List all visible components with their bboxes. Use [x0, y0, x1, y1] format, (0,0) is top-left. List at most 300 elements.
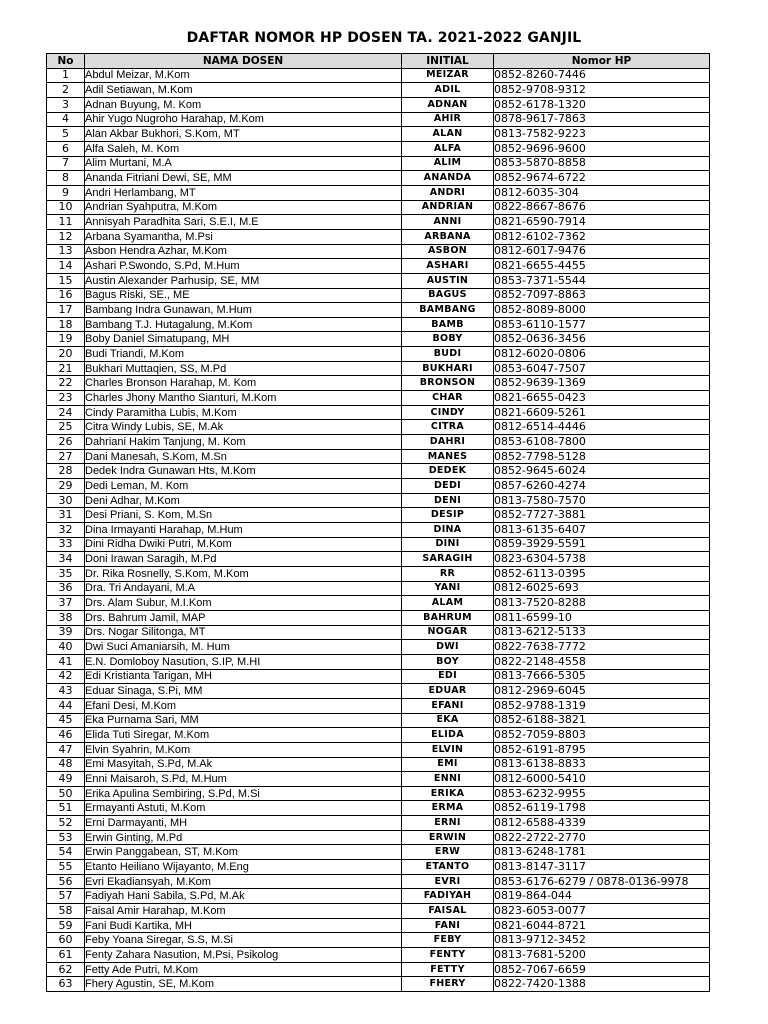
table-row	[47, 229, 710, 244]
lecturer-initial: EKA	[402, 713, 494, 728]
lecturer-initial: BAMB	[402, 317, 494, 332]
table-row	[47, 127, 710, 142]
table-row	[47, 420, 710, 435]
phone-number: 0822-2148-4558	[494, 654, 710, 669]
row-number: 8	[47, 171, 85, 186]
row-number: 24	[47, 405, 85, 420]
row-number: 43	[47, 684, 85, 699]
row-number: 55	[47, 860, 85, 875]
table-row	[47, 435, 710, 450]
row-number: 39	[47, 625, 85, 640]
header-initial: INITIAL	[402, 54, 494, 69]
lecturer-initial: YANI	[402, 581, 494, 596]
row-number: 13	[47, 244, 85, 259]
lecturer-initial: DEDI	[402, 479, 494, 494]
header-no: No	[47, 54, 85, 69]
phone-number: 0813-6212-5133	[494, 625, 710, 640]
phone-number: 0852-8089-8000	[494, 303, 710, 318]
phone-number: 0822-7420-1388	[494, 977, 710, 992]
table-row	[47, 669, 710, 684]
lecturer-name: Deni Adhar, M.Kom	[85, 493, 402, 508]
lecturer-initial: ANANDA	[402, 171, 494, 186]
lecturer-initial: ANDRI	[402, 185, 494, 200]
table-row	[47, 698, 710, 713]
phone-number: 0852-6188-3821	[494, 713, 710, 728]
phone-number: 0852-7059-8803	[494, 728, 710, 743]
table-row	[47, 347, 710, 362]
row-number: 27	[47, 449, 85, 464]
row-number: 28	[47, 464, 85, 479]
lecturer-initial: ADIL	[402, 83, 494, 98]
row-number: 58	[47, 904, 85, 919]
phone-number: 0813-7580-7570	[494, 493, 710, 508]
lecturer-initial: ERWIN	[402, 830, 494, 845]
row-number: 9	[47, 185, 85, 200]
lecturer-initial: ENNI	[402, 772, 494, 787]
row-number: 51	[47, 801, 85, 816]
lecturer-name: Adnan Buyung, M. Kom	[85, 97, 402, 112]
table-row	[47, 772, 710, 787]
table-row	[47, 317, 710, 332]
table-row	[47, 816, 710, 831]
table-row	[47, 801, 710, 816]
table-row	[47, 904, 710, 919]
row-number: 41	[47, 654, 85, 669]
lecturer-name: Annisyah Paradhita Sari, S.E.I, M.E	[85, 215, 402, 230]
phone-number: 0819-864-044	[494, 889, 710, 904]
lecturer-initial: ERMA	[402, 801, 494, 816]
table-row	[47, 860, 710, 875]
table-row	[47, 288, 710, 303]
lecturer-name: Enni Maisaroh, S.Pd, M.Hum	[85, 772, 402, 787]
row-number: 17	[47, 303, 85, 318]
lecturer-initial: ANDRIAN	[402, 200, 494, 215]
lecturer-initial: ANNI	[402, 215, 494, 230]
table-row	[47, 742, 710, 757]
phone-number: 0813-6248-1781	[494, 845, 710, 860]
row-number: 46	[47, 728, 85, 743]
phone-number: 0812-6102-7362	[494, 229, 710, 244]
lecturer-name: Adil Setiawan, M.Kom	[85, 83, 402, 98]
lecturer-name: Alan Akbar Bukhori, S.Kom, MT	[85, 127, 402, 142]
row-number: 48	[47, 757, 85, 772]
phone-number: 0852-8260-7446	[494, 68, 710, 83]
row-number: 11	[47, 215, 85, 230]
lecturer-name: Eduar Sinaga, S.Pi, MM	[85, 684, 402, 699]
document-title: DAFTAR NOMOR HP DOSEN TA. 2021-2022 GANJIL	[186, 30, 582, 46]
row-number: 63	[47, 977, 85, 992]
lecturer-initial: MEIZAR	[402, 68, 494, 83]
lecturer-name: Dra. Tri Andayani, M.A	[85, 581, 402, 596]
table-row	[47, 259, 710, 274]
table-row	[47, 830, 710, 845]
lecturer-initial: BAGUS	[402, 288, 494, 303]
table-row	[47, 713, 710, 728]
lecturer-initial: ALAN	[402, 127, 494, 142]
lecturer-name: E.N. Domloboy Nasution, S.IP, M.HI	[85, 654, 402, 669]
lecturer-initial: ERNI	[402, 816, 494, 831]
lecturer-name: Charles Bronson Harahap, M. Kom	[85, 376, 402, 391]
phone-number: 0821-6590-7914	[494, 215, 710, 230]
table-row	[47, 83, 710, 98]
lecturer-name: Emi Masyitah, S.Pd, M.Ak	[85, 757, 402, 772]
lecturer-initial: ETANTO	[402, 860, 494, 875]
lecturer-initial: ALIM	[402, 156, 494, 171]
row-number: 21	[47, 361, 85, 376]
row-number: 25	[47, 420, 85, 435]
table-row	[47, 566, 710, 581]
lecturer-initial: DINA	[402, 523, 494, 538]
row-number: 6	[47, 141, 85, 156]
lecturer-name: Alfa Saleh, M. Kom	[85, 141, 402, 156]
lecturer-name: Ananda Fitriani Dewi, SE, MM	[85, 171, 402, 186]
table-row	[47, 596, 710, 611]
phone-number: 0813-7582-9223	[494, 127, 710, 142]
table-row	[47, 376, 710, 391]
lecturer-name: Citra Windy Lubis, SE, M.Ak	[85, 420, 402, 435]
row-number: 54	[47, 845, 85, 860]
lecturer-name: Etanto Heiliano Wijayanto, M.Eng	[85, 860, 402, 875]
row-number: 31	[47, 508, 85, 523]
lecturer-name: Alim Murtani, M.A	[85, 156, 402, 171]
table-header-row	[47, 54, 710, 69]
phone-number: 0852-6119-1798	[494, 801, 710, 816]
phone-number: 0823-6304-5738	[494, 552, 710, 567]
table-row	[47, 156, 710, 171]
lecturer-name: Erika Apulina Sembiring, S.Pd, M.Si	[85, 786, 402, 801]
table-row	[47, 933, 710, 948]
lecturer-name: Arbana Syamantha, M.Psi	[85, 229, 402, 244]
row-number: 34	[47, 552, 85, 567]
lecturer-name: Drs. Alam Subur, M.I.Kom	[85, 596, 402, 611]
lecturer-name: Budi Triandi, M.Kom	[85, 347, 402, 362]
phone-number: 0852-9645-6024	[494, 464, 710, 479]
table-row	[47, 962, 710, 977]
lecturer-name: Cindy Paramitha Lubis, M.Kom	[85, 405, 402, 420]
phone-number: 0852-6178-1320	[494, 97, 710, 112]
table-row	[47, 68, 710, 83]
lecturer-name: Dahriani Hakim Tanjung, M. Kom	[85, 435, 402, 450]
phone-number: 0812-6020-0806	[494, 347, 710, 362]
row-number: 18	[47, 317, 85, 332]
table-row	[47, 332, 710, 347]
table-row	[47, 757, 710, 772]
lecturer-name: Andrian Syahputra, M.Kom	[85, 200, 402, 215]
row-number: 36	[47, 581, 85, 596]
row-number: 19	[47, 332, 85, 347]
lecturer-name: Dedi Leman, M. Kom	[85, 479, 402, 494]
lecturer-initial: DENI	[402, 493, 494, 508]
lecturer-name: Erwin Ginting, M.Pd	[85, 830, 402, 845]
table-row	[47, 845, 710, 860]
table-row	[47, 273, 710, 288]
table-row	[47, 361, 710, 376]
lecturer-initial: FANI	[402, 918, 494, 933]
phone-number: 0812-2969-6045	[494, 684, 710, 699]
lecturer-initial: ASHARI	[402, 259, 494, 274]
table-row	[47, 552, 710, 567]
lecturer-initial: RR	[402, 566, 494, 581]
phone-number: 0853-6047-7507	[494, 361, 710, 376]
header-phone: Nomor HP	[494, 54, 710, 69]
lecturer-initial: BRONSON	[402, 376, 494, 391]
lecturer-initial: BAMBANG	[402, 303, 494, 318]
lecturer-name: Feby Yoana Siregar, S.S, M.Si	[85, 933, 402, 948]
row-number: 23	[47, 391, 85, 406]
lecturer-initial: FENTY	[402, 948, 494, 963]
row-number: 47	[47, 742, 85, 757]
lecturer-initial: FAISAL	[402, 904, 494, 919]
lecturer-initial: ALFA	[402, 141, 494, 156]
phone-number: 0852-9639-1369	[494, 376, 710, 391]
phone-number: 0812-6035-304	[494, 185, 710, 200]
phone-number: 0852-7097-8863	[494, 288, 710, 303]
lecturer-name: Edi Kristianta Tarigan, MH	[85, 669, 402, 684]
row-number: 59	[47, 918, 85, 933]
lecturer-initial: CINDY	[402, 405, 494, 420]
lecturer-name: Drs. Nogar Silitonga, MT	[85, 625, 402, 640]
lecturer-initial: ERW	[402, 845, 494, 860]
phone-number: 0812-6000-5410	[494, 772, 710, 787]
phone-number: 0821-6609-5261	[494, 405, 710, 420]
table-row	[47, 523, 710, 538]
lecturer-initial: ERIKA	[402, 786, 494, 801]
lecturer-name: Fhery Agustin, SE, M.Kom	[85, 977, 402, 992]
phone-number: 0852-9696-9600	[494, 141, 710, 156]
phone-number: 0821-6655-0423	[494, 391, 710, 406]
phone-number: 0852-7067-6659	[494, 962, 710, 977]
row-number: 38	[47, 610, 85, 625]
row-number: 62	[47, 962, 85, 977]
lecturer-name: Dr. Rika Rosnelly, S.Kom, M.Kom	[85, 566, 402, 581]
lecturer-initial: DESIP	[402, 508, 494, 523]
table-row	[47, 889, 710, 904]
phone-number: 0822-7638-7772	[494, 640, 710, 655]
phone-number: 0822-8667-8676	[494, 200, 710, 215]
phone-number: 0813-9712-3452	[494, 933, 710, 948]
table-row	[47, 610, 710, 625]
table-row	[47, 97, 710, 112]
lecturer-initial: EDI	[402, 669, 494, 684]
header-name: NAMA DOSEN	[85, 54, 402, 69]
lecturer-name: Andri Herlambang, MT	[85, 185, 402, 200]
lecturer-initial: ADNAN	[402, 97, 494, 112]
phone-number: 0812-6017-9476	[494, 244, 710, 259]
lecturer-initial: EDUAR	[402, 684, 494, 699]
lecturer-initial: EFANI	[402, 698, 494, 713]
lecturer-name: Elida Tuti Siregar, M.Kom	[85, 728, 402, 743]
row-number: 52	[47, 816, 85, 831]
lecturer-name: Desi Priani, S. Kom, M.Sn	[85, 508, 402, 523]
table-row	[47, 185, 710, 200]
phone-number: 0852-9708-9312	[494, 83, 710, 98]
table-row	[47, 244, 710, 259]
phone-number: 0857-6260-4274	[494, 479, 710, 494]
phone-number: 0853-5870-8858	[494, 156, 710, 171]
lecturer-name: Dwi Suci Amaniarsih, M. Hum	[85, 640, 402, 655]
row-number: 56	[47, 874, 85, 889]
row-number: 42	[47, 669, 85, 684]
phone-number: 0813-6135-6407	[494, 523, 710, 538]
row-number: 33	[47, 537, 85, 552]
row-number: 4	[47, 112, 85, 127]
lecturer-phone-table	[46, 53, 710, 992]
lecturer-name: Bambang Indra Gunawan, M.Hum	[85, 303, 402, 318]
row-number: 10	[47, 200, 85, 215]
lecturer-initial: ASBON	[402, 244, 494, 259]
lecturer-name: Austin Alexander Parhusip, SE, MM	[85, 273, 402, 288]
lecturer-initial: DAHRI	[402, 435, 494, 450]
lecturer-initial: DINI	[402, 537, 494, 552]
phone-number: 0853-6108-7800	[494, 435, 710, 450]
table-row	[47, 464, 710, 479]
row-number: 61	[47, 948, 85, 963]
row-number: 57	[47, 889, 85, 904]
row-number: 32	[47, 523, 85, 538]
phone-number: 0813-7681-5200	[494, 948, 710, 963]
lecturer-name: Boby Daniel Simatupang, MH	[85, 332, 402, 347]
table-row	[47, 625, 710, 640]
phone-number: 0852-7727-3881	[494, 508, 710, 523]
phone-number: 0859-3929-5591	[494, 537, 710, 552]
lecturer-name: Bukhari Muttaqien, SS, M.Pd	[85, 361, 402, 376]
row-number: 22	[47, 376, 85, 391]
lecturer-initial: FHERY	[402, 977, 494, 992]
lecturer-name: Eka Purnama Sari, MM	[85, 713, 402, 728]
lecturer-name: Ashari P.Swondo, S.Pd, M.Hum	[85, 259, 402, 274]
phone-number: 0812-6514-4446	[494, 420, 710, 435]
lecturer-initial: BAHRUM	[402, 610, 494, 625]
phone-number: 0852-9788-1319	[494, 698, 710, 713]
table-row	[47, 215, 710, 230]
table-row	[47, 303, 710, 318]
lecturer-initial: MANES	[402, 449, 494, 464]
phone-number: 0853-6176-6279 / 0878-0136-9978	[494, 874, 710, 889]
lecturer-name: Fadiyah Hani Sabila, S.Pd, M.Ak	[85, 889, 402, 904]
table-row	[47, 141, 710, 156]
table-row	[47, 684, 710, 699]
lecturer-name: Erni Darmayanti, MH	[85, 816, 402, 831]
lecturer-initial: BUKHARI	[402, 361, 494, 376]
lecturer-name: Ahir Yugo Nugroho Harahap, M.Kom	[85, 112, 402, 127]
lecturer-initial: BOY	[402, 654, 494, 669]
phone-number: 0853-6232-9955	[494, 786, 710, 801]
lecturer-initial: FEBY	[402, 933, 494, 948]
phone-number: 0852-6113-0395	[494, 566, 710, 581]
lecturer-initial: ARBANA	[402, 229, 494, 244]
lecturer-name: Bagus Riski, SE., ME	[85, 288, 402, 303]
lecturer-initial: SARAGIH	[402, 552, 494, 567]
lecturer-initial: EVRI	[402, 874, 494, 889]
phone-number: 0812-6588-4339	[494, 816, 710, 831]
table-row	[47, 640, 710, 655]
lecturer-initial: AHIR	[402, 112, 494, 127]
lecturer-initial: DWI	[402, 640, 494, 655]
phone-number: 0852-6191-8795	[494, 742, 710, 757]
table-body	[47, 68, 710, 991]
row-number: 53	[47, 830, 85, 845]
phone-number: 0813-6138-8833	[494, 757, 710, 772]
table-row	[47, 977, 710, 992]
lecturer-name: Fenty Zahara Nasution, M.Psi, Psikolog	[85, 948, 402, 963]
lecturer-name: Fetty Ade Putri, M.Kom	[85, 962, 402, 977]
phone-number: 0878-9617-7863	[494, 112, 710, 127]
phone-number: 0812-6025-693	[494, 581, 710, 596]
row-number: 20	[47, 347, 85, 362]
lecturer-name: Fani Budi Kartika, MH	[85, 918, 402, 933]
table-row	[47, 391, 710, 406]
lecturer-initial: AUSTIN	[402, 273, 494, 288]
row-number: 14	[47, 259, 85, 274]
table-row	[47, 493, 710, 508]
row-number: 60	[47, 933, 85, 948]
row-number: 29	[47, 479, 85, 494]
lecturer-initial: CITRA	[402, 420, 494, 435]
table-row	[47, 171, 710, 186]
lecturer-initial: FETTY	[402, 962, 494, 977]
phone-number: 0811-6599-10	[494, 610, 710, 625]
lecturer-name: Dani Manesah, S.Kom, M.Sn	[85, 449, 402, 464]
lecturer-name: Elvin Syahrin, M.Kom	[85, 742, 402, 757]
lecturer-name: Dedek Indra Gunawan Hts, M.Kom	[85, 464, 402, 479]
phone-number: 0852-0636-3456	[494, 332, 710, 347]
lecturer-name: Doni Irawan Saragih, M.Pd	[85, 552, 402, 567]
row-number: 50	[47, 786, 85, 801]
phone-number: 0813-7520-8288	[494, 596, 710, 611]
lecturer-name: Efani Desi, M.Kom	[85, 698, 402, 713]
row-number: 1	[47, 68, 85, 83]
table-row	[47, 508, 710, 523]
row-number: 30	[47, 493, 85, 508]
table-row	[47, 786, 710, 801]
row-number: 37	[47, 596, 85, 611]
lecturer-name: Abdul Meizar, M.Kom	[85, 68, 402, 83]
row-number: 16	[47, 288, 85, 303]
lecturer-initial: NOGAR	[402, 625, 494, 640]
lecturer-initial: ELIDA	[402, 728, 494, 743]
phone-number: 0813-7666-5305	[494, 669, 710, 684]
table-row	[47, 581, 710, 596]
phone-number: 0821-6655-4455	[494, 259, 710, 274]
phone-number: 0853-7371-5544	[494, 273, 710, 288]
table-row	[47, 874, 710, 889]
table-row	[47, 405, 710, 420]
lecturer-name: Evri Ekadiansyah, M.Kom	[85, 874, 402, 889]
row-number: 35	[47, 566, 85, 581]
lecturer-name: Ermayanti Astuti, M.Kom	[85, 801, 402, 816]
table-row	[47, 449, 710, 464]
lecturer-initial: BOBY	[402, 332, 494, 347]
lecturer-name: Bambang T.J. Hutagalung, M.Kom	[85, 317, 402, 332]
lecturer-initial: FADIYAH	[402, 889, 494, 904]
table-row	[47, 948, 710, 963]
lecturer-name: Faisal Amir Harahap, M.Kom	[85, 904, 402, 919]
phone-number: 0852-9674-6722	[494, 171, 710, 186]
row-number: 5	[47, 127, 85, 142]
lecturer-initial: ALAM	[402, 596, 494, 611]
lecturer-initial: BUDI	[402, 347, 494, 362]
phone-number: 0852-7798-5128	[494, 449, 710, 464]
row-number: 44	[47, 698, 85, 713]
phone-number: 0813-8147-3117	[494, 860, 710, 875]
lecturer-initial: DEDEK	[402, 464, 494, 479]
row-number: 49	[47, 772, 85, 787]
phone-number: 0822-2722-2770	[494, 830, 710, 845]
lecturer-initial: EMI	[402, 757, 494, 772]
row-number: 2	[47, 83, 85, 98]
table-row	[47, 112, 710, 127]
row-number: 26	[47, 435, 85, 450]
